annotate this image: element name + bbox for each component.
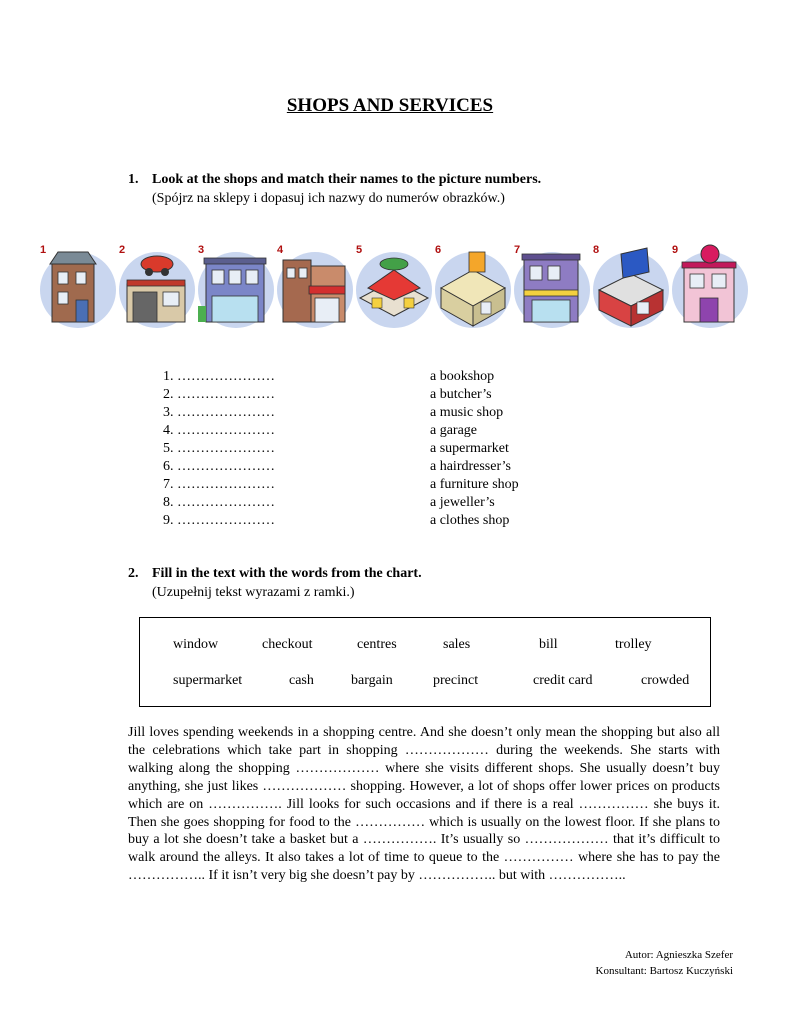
task1-heading [128, 172, 541, 188]
match-blank-6[interactable]: 6. ………………… [163, 459, 275, 474]
picture-5 [354, 240, 432, 332]
footer-author: Autor: Agnieszka Szefer [624, 949, 733, 961]
task2-number: 2. [128, 566, 139, 581]
shop-name-5: a supermarket [430, 441, 509, 456]
shop-name-3: a music shop [430, 405, 504, 420]
picture-4 [275, 240, 353, 332]
shop-name-1: a bookshop [430, 369, 495, 384]
match-blank-7[interactable]: 7. ………………… [163, 477, 275, 492]
picture-8 [591, 240, 669, 332]
picture-3 [196, 240, 274, 332]
task2-heading [128, 566, 422, 582]
shop-name-8: a jeweller’s [430, 495, 495, 510]
match-blank-2[interactable]: 2. ………………… [163, 387, 275, 402]
garage-building-icon [117, 240, 195, 332]
music-shop-building-icon [275, 240, 353, 332]
clothes-shop-building-icon [670, 240, 748, 332]
match-blank-9[interactable]: 9. ………………… [163, 513, 275, 528]
jewellers-building-icon [591, 240, 669, 332]
chart-word: precinct [433, 673, 479, 688]
bookshop-building-icon [38, 240, 116, 332]
furniture-shop-building-icon [512, 240, 590, 332]
picture-number: 1 [40, 244, 47, 256]
supermarket-building-icon [196, 240, 274, 332]
chart-word: centres [357, 637, 397, 652]
page-title: SHOPS AND SERVICES [286, 95, 494, 116]
shop-name-2: a butcher’s [430, 387, 492, 402]
shop-name-4: a garage [430, 423, 478, 438]
chart-word: window [173, 637, 219, 652]
chart-word: bill [539, 637, 558, 652]
picture-7 [512, 240, 590, 332]
chart-word: credit card [533, 673, 593, 688]
picture-9 [670, 240, 748, 332]
picture-number: 8 [593, 244, 600, 256]
chart-word: crowded [641, 673, 690, 688]
chart-word: bargain [351, 673, 393, 688]
picture-2 [117, 240, 195, 332]
chart-word: sales [443, 637, 471, 652]
picture-1 [38, 240, 116, 332]
task1-instruction: Look at the shops and match their names to the picture numbers. [152, 172, 542, 187]
match-blank-4[interactable]: 4. ………………… [163, 423, 275, 438]
footer-consultant: Konsultant: Bartosz Kuczyński [595, 965, 733, 977]
task1-number: 1. [128, 172, 139, 187]
picture-number: 7 [514, 244, 521, 256]
shop-name-6: a hairdresser’s [430, 459, 511, 474]
market-stall-icon [354, 240, 432, 332]
shop-name-9: a clothes shop [430, 513, 510, 528]
gap-fill-passage: Jill loves spending weekends in a shopping centre. And she doesn’t only mean the shopping but also all the celebrations which take part in shopping ……………… during the weekends. She starts with walking along the shopping ……………… where she visits different shops. She usually doesn’t buy anything, she just likes ……………… shopping. However, a lot of shops offer lower prices on products which are on ……………. Jill looks for such occasions and if there is a real …………… she buys it. Then she goes shopping for food to the …………… which is usually on the lowest floor. If she plans to buy a lot she doesn’t take a basket but a ……………. It’s usually so ……………… that it’s difficult to walk around the alleys. It also takes a lot of time to queue to the …………… where she has to pay the …………….. If it isn’t very big she doesn’t pay by …………….. but with …………….. [128, 725, 720, 884]
match-blank-5[interactable]: 5. ………………… [163, 441, 275, 456]
picture-number: 2 [119, 244, 126, 256]
task1-translation: (Spójrz na sklepy i dopasuj ich nazwy do numerów obrazków.) [152, 191, 505, 206]
shop-pictures-strip [38, 240, 750, 332]
task2-instruction: Fill in the text with the words from the chart. [152, 566, 422, 581]
match-blank-3[interactable]: 3. ………………… [163, 405, 275, 420]
picture-number: 3 [198, 244, 205, 256]
chart-word: supermarket [173, 673, 243, 688]
chart-word: cash [289, 673, 314, 688]
word-chart-box [139, 617, 711, 707]
shop-name-7: a furniture shop [430, 477, 519, 492]
match-blank-8[interactable]: 8. ………………… [163, 495, 275, 510]
picture-number: 5 [356, 244, 363, 256]
task2-translation: (Uzupełnij tekst wyrazami z ramki.) [152, 585, 355, 600]
match-blank-1[interactable]: 1. ………………… [163, 369, 275, 384]
chart-word: trolley [615, 637, 652, 652]
chart-word: checkout [262, 637, 313, 652]
picture-number: 4 [277, 244, 284, 256]
hairdresser-building-icon [433, 240, 511, 332]
picture-number: 9 [672, 244, 679, 256]
picture-6 [433, 240, 511, 332]
picture-number: 6 [435, 244, 442, 256]
